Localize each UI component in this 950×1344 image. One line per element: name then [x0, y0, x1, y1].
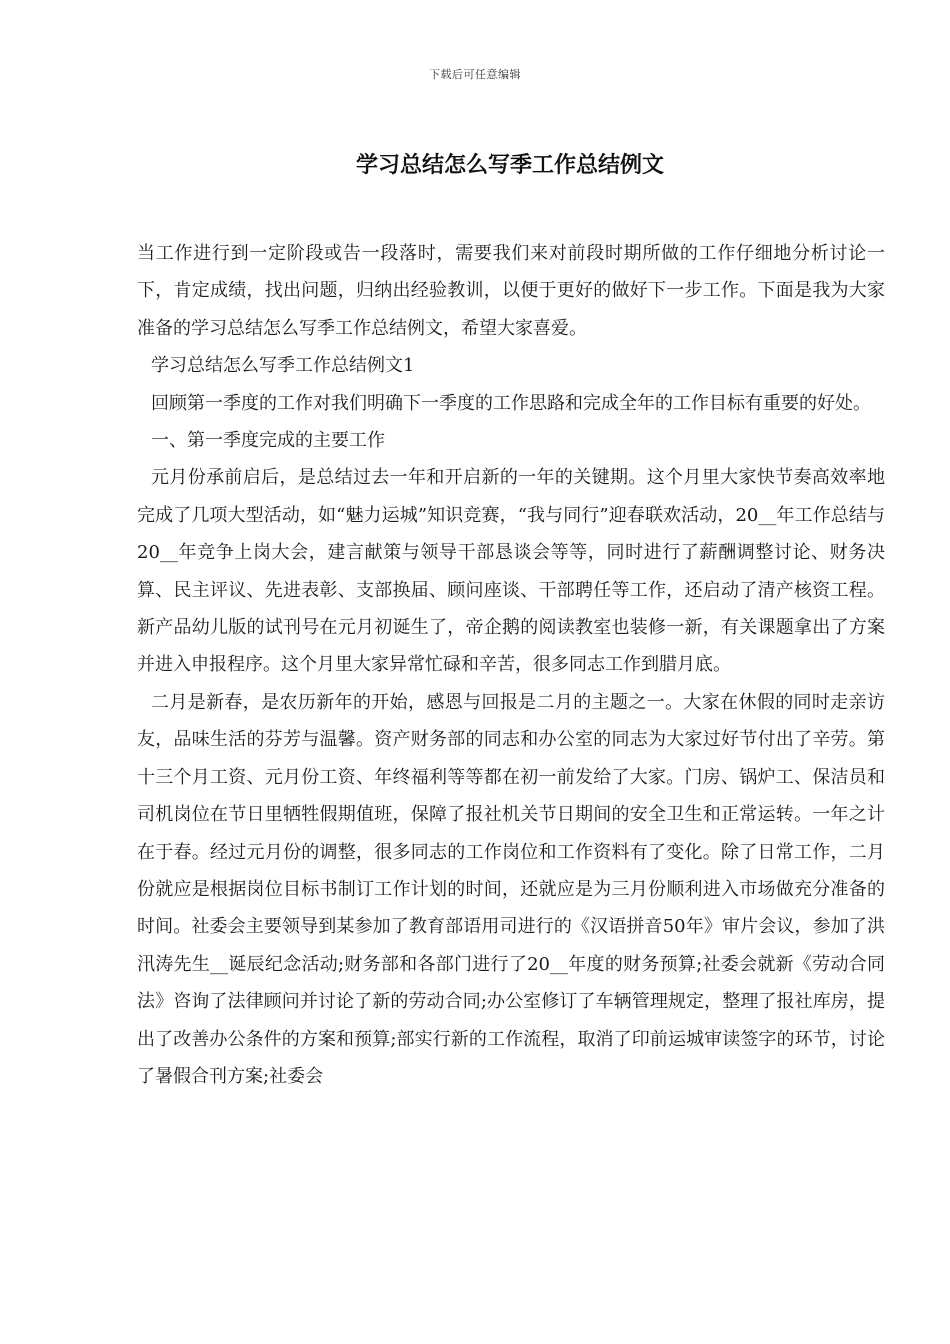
intro-paragraph: 当工作进行到一定阶段或告一段落时，需要我们来对前段时期所做的工作仔细地分析讨论一下，肯定成绩，找出问题，归纳出经验教训，以便于更好的做好下一步工作。下面是我为大家准备的学习总结怎么写季工作总结例文，希望大家喜爱。	[137, 243, 885, 339]
body-paragraph: 回顾第一季度的工作对我们明确下一季度的工作思路和完成全年的工作目标有重要的好处。	[151, 392, 871, 414]
body-paragraph: 二月是新春，是农历新年的开始，感恩与回报是二月的主题之一。大家在休假的同时走亲访友，品味生活的芬芳与温馨。资产财务部的同志和办公室的同志为大家过好节付出了辛劳。第十三个月工资、元月份工资、年终福利等等都在初一前发给了大家。门房、锅炉工、保洁员和司机岗位在节日里牺牲假期值班，保障了报社机关节日期间的安全卫生和正常运转。一年之计在于春。经过元月份的调整，很多同志的工作岗位和工作资料有了变化。除了日常工作，二月份就应是根据岗位目标书制订工作计划的时间，还就应是为三月份顺利进入市场做充分准备的时间。社委会主要领导到某参加了教育部语用司进行的《汉语拼音50年》审片会议，参加了洪汛涛先生__诞辰纪念活动;财务部和各部门进行了20__年度的财务预算;社委会就新《劳动合同法》咨询了法律顾问并讨论了新的劳动合同;办公室修订了车辆管理规定，整理了报社库房，提出了改善办公条件的方案和预算;部实行新的工作流程，取消了印前运城审读签字的环节，讨论了暑假合刊方案;社委会	[137, 691, 885, 1087]
document-body	[137, 235, 885, 1095]
body-paragraph: 元月份承前启后，是总结过去一年和开启新的一年的关键期。这个月里大家快节奏高效率地完成了几项大型活动，如“魅力运城”知识竞赛，“我与同行”迎春联欢活动，20__年工作总结与20__年竞争上岗大会，建言献策与领导干部恳谈会等等，同时进行了薪酬调整讨论、财务决算、民主评议、先进表彰、支部换届、顾问座谈、干部聘任等工作，还启动了清产核资工程。新产品幼儿版的试刊号在元月初诞生了，帝企鹅的阅读教室也装修一新，有关课题拿出了方案并进入申报程序。这个月里大家异常忙碌和辛苦，很多同志工作到腊月底。	[137, 467, 885, 676]
subsection-heading: 一、第一季度完成的主要工作	[151, 430, 385, 452]
header-note: 下载后可任意编辑	[429, 68, 521, 81]
document-title: 学习总结怎么写季工作总结例文	[355, 153, 664, 178]
section-heading: 学习总结怎么写季工作总结例文1	[151, 355, 415, 377]
